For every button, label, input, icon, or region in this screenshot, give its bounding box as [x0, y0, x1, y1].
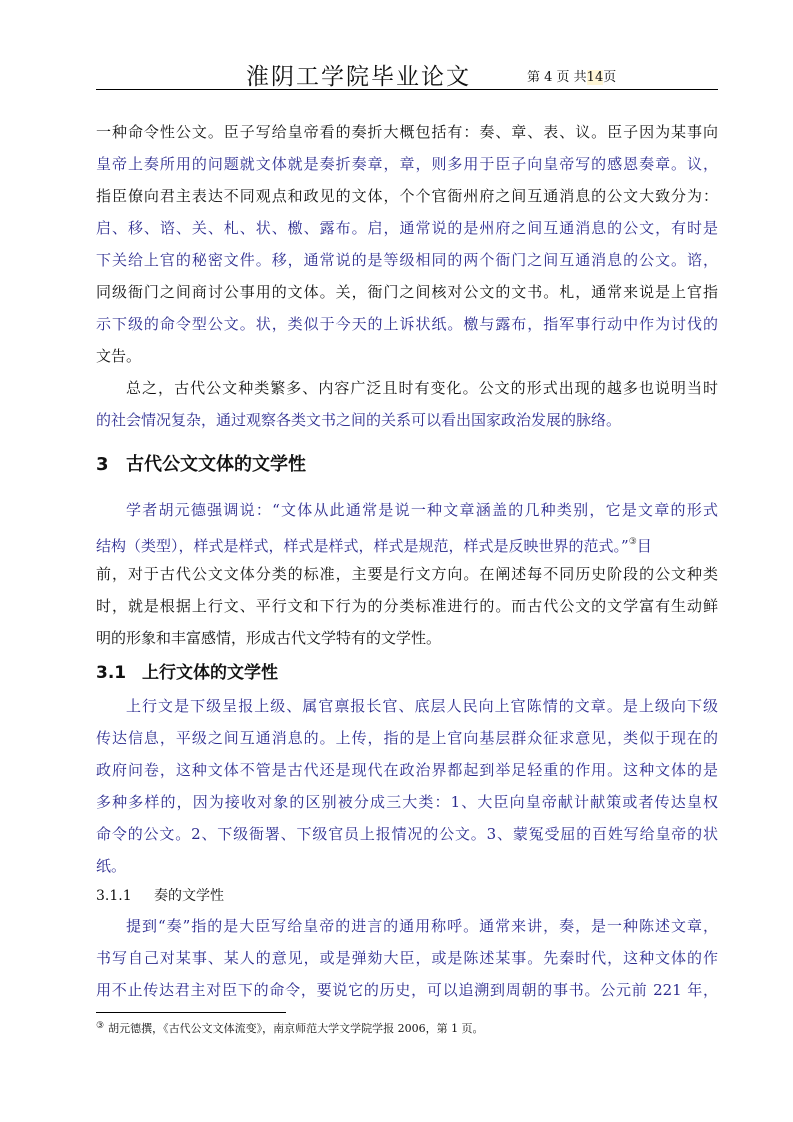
section-number: 3.1.1 — [96, 888, 132, 904]
paragraph — [96, 494, 718, 654]
text-line: 学者胡元德强调说：“文体从此通常是说一种文章涵盖的几种类别，它是文章的形式 — [126, 501, 718, 519]
paragraph — [96, 116, 718, 372]
section-number: 3.1 — [96, 663, 127, 683]
text-line: 政府问卷，这种文体不管是古代还是现代在政治界都起到举足轻重的作用。这种文体的是 — [96, 761, 718, 779]
text-line: 书写自己对某事、某人的意见，或是弹劾大臣，或是陈述某事。先秦时代，这种文体的作 — [96, 949, 718, 967]
text-line: 启、移、谘、关、札、状、檄、露布。启，通常说的是州府之间互通消息的公文，有时是 — [96, 219, 718, 237]
text-line: 纸。 — [96, 857, 127, 875]
page-total: 14 — [586, 70, 604, 85]
text-line: 多种多样的，因为接收对象的区别被分成三大类：1、大臣向皇帝献计献策或者传达皇权 — [96, 793, 718, 811]
text-line: 提到“奏”指的是大臣写给皇帝的进言的通用称呼。通常来讲，奏，是一种陈述文章， — [126, 917, 718, 935]
text-line: 明的形象和丰富感情，形成古代文学特有的文学性。 — [96, 629, 442, 647]
section-title: 上行文体的文学性 — [142, 663, 278, 683]
page-label-prefix: 第 4 页 共 — [527, 70, 587, 85]
footnote — [96, 1020, 718, 1036]
section-title: 奏的文学性 — [154, 888, 224, 904]
text-line — [96, 526, 718, 558]
text-line: 时，就是根据上行文、平行文和下行为的分类标准进行的。而古代公文的文学富有生动鲜 — [96, 597, 718, 615]
paragraph — [96, 910, 718, 1006]
page-label-suffix: 页 — [603, 70, 617, 85]
text-line: 下关给上官的秘密文件。移，通常说的是等级相同的两个衙门之间互通消息的公文。谘， — [96, 251, 718, 269]
text-segment: 结构（类型），样式是样式，样式是样式，样式是规范，样式是反映世界的范式。” — [96, 537, 629, 555]
text-line: 前，对于古代公文文体分类的标准，主要是行文方向。在阐述每不同历史阶段的公文种类 — [96, 565, 718, 583]
header-rule — [96, 89, 718, 90]
text-line: 一种命令性公文。臣子写给皇帝看的奏折大概包括有：奏、章、表、议。臣子因为某事向 — [96, 123, 718, 141]
subsubsection-heading — [96, 882, 718, 910]
footnote-ref[interactable]: ③ — [628, 537, 637, 547]
text-line: 用不止传达君主对臣下的命令，要说它的历史，可以追溯到周朝的事书。公元前 221 年， — [96, 981, 718, 999]
text-line: 指臣僚向君主表达不同观点和政见的文体，个个官衙州府之间互通消息的公文大致分为： — [96, 187, 718, 205]
footnote-rule — [96, 1012, 286, 1013]
text-line: 传达信息，平级之间互通消息的。上传，指的是上官向基层群众征求意见，类似于现在的 — [96, 729, 718, 747]
header-page-number — [527, 66, 717, 85]
text-line: 示下级的命令型公文。状，类似于今天的上诉状纸。檄与露布，指军事行动中作为讨伐的 — [96, 315, 718, 333]
section-heading — [96, 448, 718, 482]
footnote-text: 胡元德撰，《古代公文文体流变》，南京师范大学文学院学报 2006，第 1 页。 — [108, 1022, 484, 1035]
text-line: 命令的公文。2、下级衙署、下级官员上报情况的公文。3、蒙冤受屈的百姓写给皇帝的状 — [96, 825, 718, 843]
section-title: 古代公文文体的文学性 — [126, 454, 306, 475]
paragraph — [96, 690, 718, 882]
footnote-mark: ③ — [96, 1021, 105, 1031]
subsection-heading — [96, 656, 718, 690]
text-line: 的社会情况复杂，通过观察各类文书之间的关系可以看出国家政治发展的脉络。 — [96, 411, 622, 429]
body-text — [96, 116, 718, 1006]
text-line: 皇帝上奏所用的问题就文体就是奏折奏章，章，则多用于臣子向皇帝写的感恩奏章。议， — [96, 155, 718, 173]
text-line: 文告。 — [96, 347, 142, 365]
text-line: 上行文是下级呈报上级、属官禀报长官、底层人民向上官陈情的文章。是上级向下级 — [126, 697, 718, 715]
paragraph — [96, 372, 718, 436]
text-segment: 目 — [636, 537, 652, 555]
text-line: 同级衙门之间商讨公事用的文体。关，衙门之间核对公文的文书。札，通常来说是上官指 — [96, 283, 718, 301]
section-number: 3 — [96, 454, 109, 475]
text-line: 总之，古代公文种类繁多、内容广泛且时有变化。公文的形式出现的越多也说明当时 — [126, 379, 718, 397]
header-title: 淮阴工学院毕业论文 — [246, 64, 471, 90]
